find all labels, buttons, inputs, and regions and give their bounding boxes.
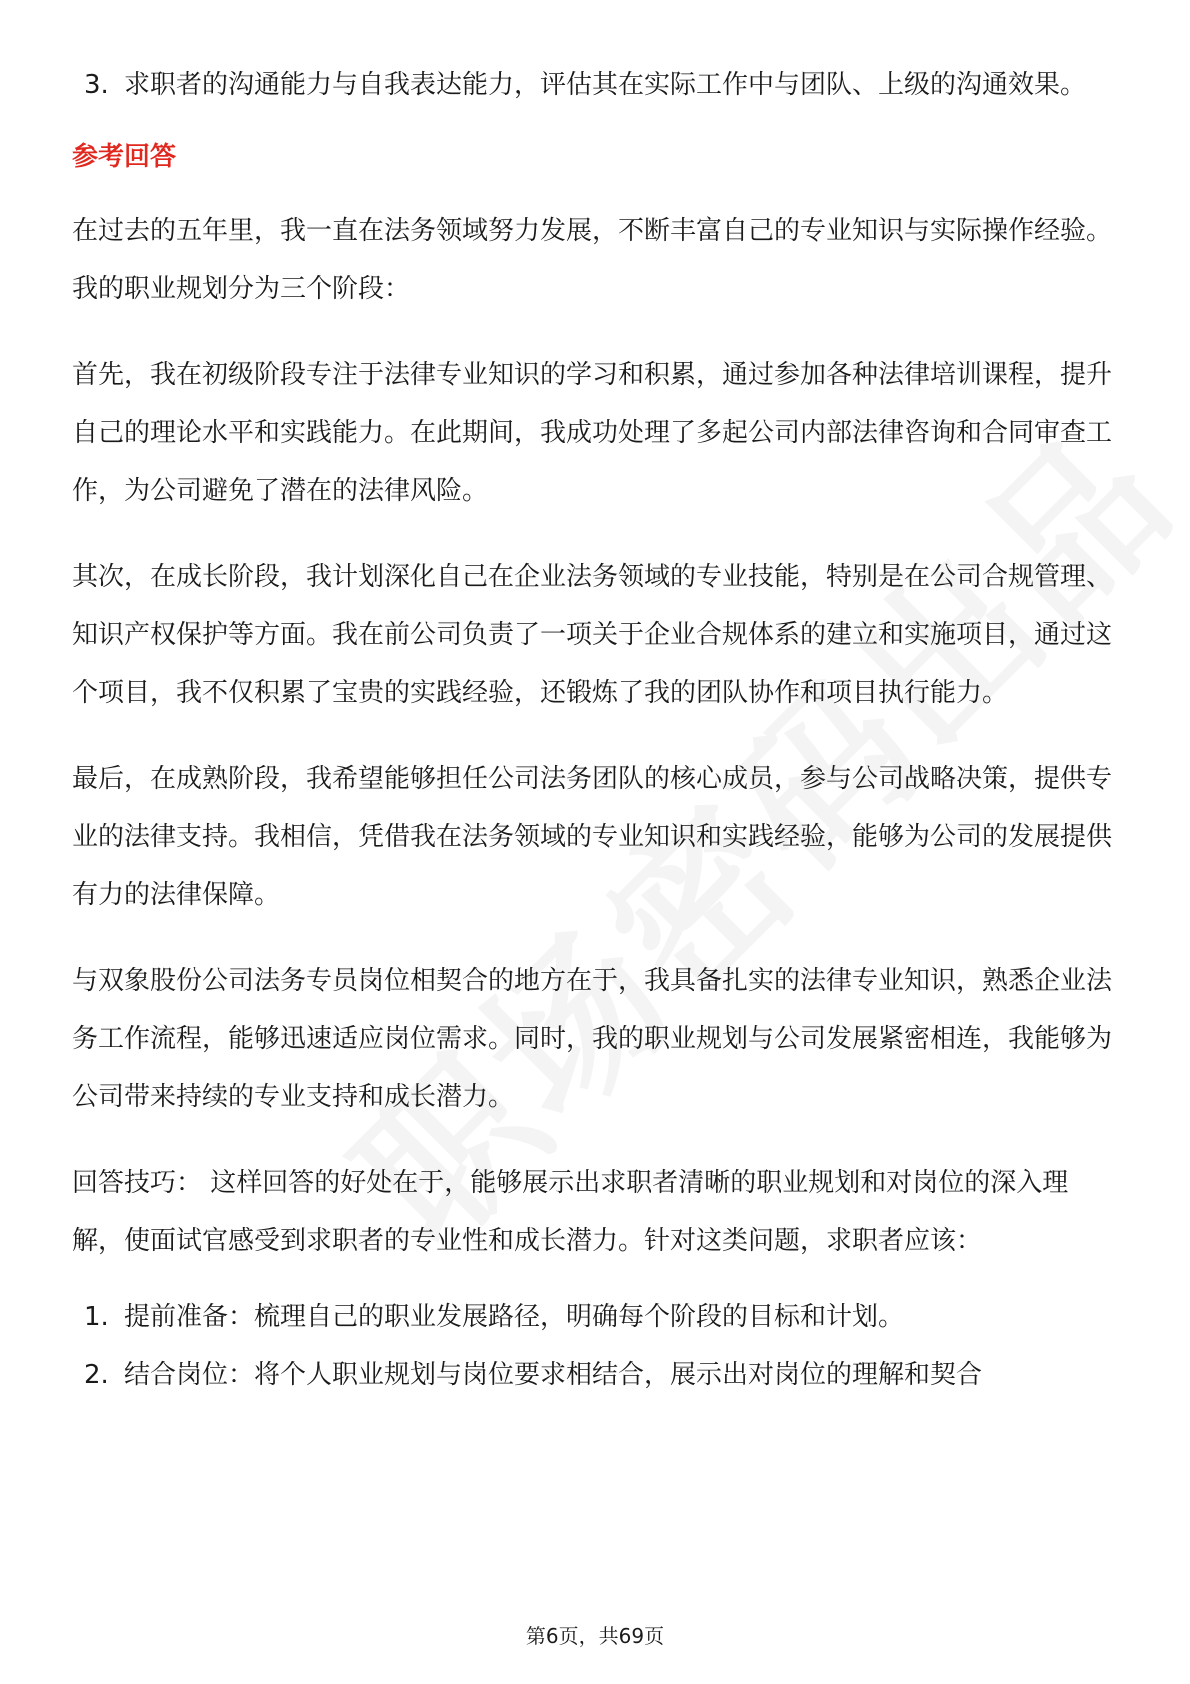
paragraph: 首先，我在初级阶段专注于法律专业知识的学习和积累，通过参加各种法律培训课程，提升自己的理论水平和实践能力。在此期间，我成功处理了多起公司内部法律咨询和合同审查工作，为公司避免了潜在的法律风险。	[72, 360, 1113, 506]
answer-tips-paragraph: 回答技巧： 这样回答的好处在于，能够展示出求职者清晰的职业规划和对岗位的深入理解，使面试官感受到求职者的专业性和成长潜力。针对这类问题，求职者应该：	[72, 1168, 1069, 1256]
paragraph: 最后，在成熟阶段，我希望能够担任公司法务团队的核心成员，参与公司战略决策，提供专业的法律支持。我相信，凭借我在法务领域的专业知识和实践经验，能够为公司的发展提供有力的法律保障。	[72, 764, 1113, 910]
page-footer: 第6页，共69页	[525, 1624, 665, 1648]
list-item	[72, 1346, 1118, 1404]
list-item-text: 求职者的沟通能力与自我表达能力，评估其在实际工作中与团队、上级的沟通效果。	[124, 70, 1087, 100]
list-item-number: 3.	[84, 70, 109, 100]
list-item-text: 提前准备：梳理自己的职业发展路径，明确每个阶段的目标和计划。	[124, 1302, 905, 1332]
tips-list	[72, 1288, 1118, 1404]
list-item	[72, 56, 1118, 114]
list-item-number: 2.	[84, 1360, 109, 1390]
paragraph: 在过去的五年里，我一直在法务领域努力发展，不断丰富自己的专业知识与实际操作经验。我的职业规划分为三个阶段：	[72, 216, 1113, 304]
list-item-number: 1.	[84, 1302, 109, 1332]
list-item	[72, 1288, 1118, 1346]
paragraph: 与双象股份公司法务专员岗位相契合的地方在于，我具备扎实的法律专业知识，熟悉企业法务工作流程，能够迅速适应岗位需求。同时，我的职业规划与公司发展紧密相连，我能够为公司带来持续的专业支持和成长潜力。	[72, 966, 1113, 1112]
page-content	[72, 56, 1118, 1404]
paragraph: 其次，在成长阶段，我计划深化自己在企业法务领域的专业技能，特别是在公司合规管理、知识产权保护等方面。我在前公司负责了一项关于企业合规体系的建立和实施项目，通过这个项目，我不仅积累了宝贵的实践经验，还锻炼了我的团队协作和项目执行能力。	[72, 562, 1113, 708]
criteria-list	[72, 56, 1118, 114]
section-heading: 参考回答	[72, 142, 177, 172]
list-item-text: 结合岗位：将个人职业规划与岗位要求相结合，展示出对岗位的理解和契合	[124, 1360, 983, 1390]
